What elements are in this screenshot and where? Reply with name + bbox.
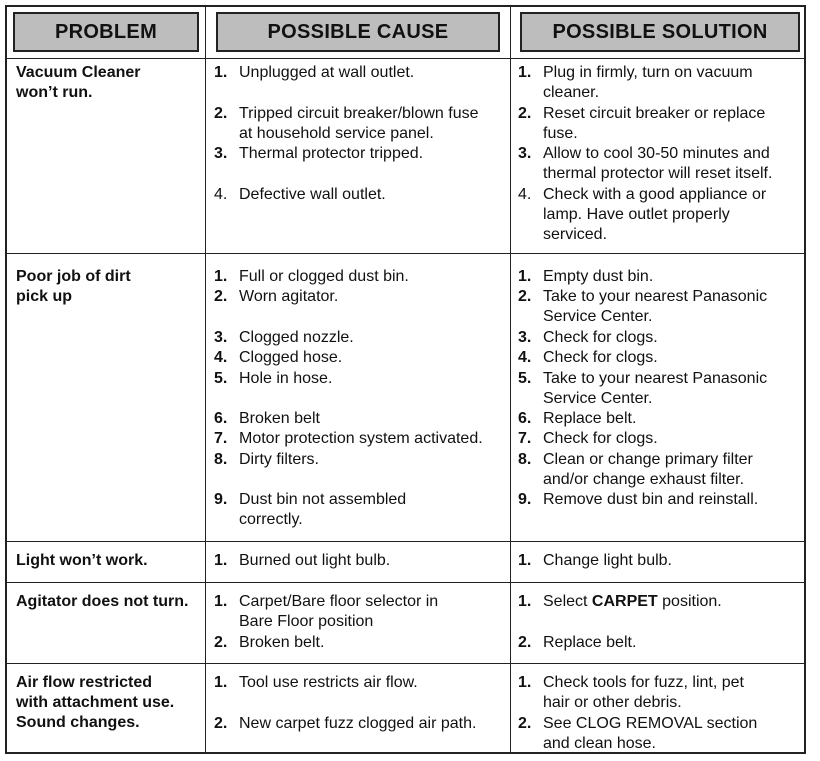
column-divider (205, 5, 206, 754)
cause-number: 2. (214, 633, 228, 651)
solution-item (518, 348, 658, 368)
row-separator (5, 663, 806, 664)
solution-text-line: Check with a good appliance or (543, 185, 767, 203)
solution-text (543, 551, 672, 571)
cause-item (214, 185, 386, 205)
solution-text-line: Take to your nearest Panasonic (543, 369, 768, 387)
solution-text-line: See CLOG REMOVAL section (543, 714, 758, 732)
cause-number: 8. (214, 450, 228, 468)
header-divider (5, 58, 806, 59)
solution-text-line: Check for clogs. (543, 349, 658, 367)
solution-number: 9. (518, 491, 532, 509)
cause-number: 1. (214, 64, 228, 81)
cause-text (239, 409, 320, 429)
cause-number: 9. (214, 491, 228, 509)
cause-text-line: Dust bin not assembled (239, 491, 407, 509)
solution-text (543, 144, 772, 184)
cause-number: 4. (214, 185, 228, 203)
cause-number: 6. (214, 410, 228, 428)
cause-text-line: Dirty filters. (239, 450, 319, 468)
cause-text-line: Motor protection system activated. (239, 430, 483, 448)
cause-text-line: New carpet fuzz clogged air path. (239, 714, 477, 732)
solution-text-line: Remove dust bin and reinstall. (543, 491, 759, 509)
solution-text-line: Allow to cool 30-50 minutes and (543, 145, 770, 163)
solution-number: 2. (518, 714, 532, 732)
problem-text-line: Vacuum Cleaner (16, 64, 141, 81)
cause-text (239, 185, 386, 205)
cause-text-line: Hole in hose. (239, 369, 333, 387)
cause-text-line: at household service panel. (239, 124, 434, 142)
cause-number: 5. (214, 369, 228, 387)
solution-item (518, 328, 658, 348)
solution-text-line: Service Center. (543, 389, 653, 407)
cause-text (239, 287, 338, 307)
solution-text (543, 287, 767, 327)
solution-number: 1. (518, 674, 532, 691)
problem-text-line: with attachment use. (16, 694, 175, 711)
cause-text (239, 714, 476, 734)
solution-number: 5. (518, 369, 532, 387)
cause-text (239, 144, 423, 164)
solution-text (543, 369, 767, 409)
cause-text-line: Thermal protector tripped. (239, 145, 424, 163)
solution-text-line: hair or other debris. (543, 694, 682, 711)
solution-text-line: Change light bulb. (543, 552, 672, 569)
solution-text (543, 409, 636, 429)
cause-number: 4. (214, 349, 228, 367)
solution-number: 1. (518, 593, 532, 610)
solution-number: 2. (518, 104, 532, 122)
solution-text (543, 673, 744, 713)
solution-item (518, 104, 765, 144)
problem-text-line: won’t run. (16, 84, 93, 101)
solution-text (543, 490, 758, 510)
problem-text-line: Air flow restricted (16, 674, 153, 691)
solution-text-line: thermal protector will reset itself. (543, 165, 773, 183)
solution-text-line: Empty dust bin. (543, 268, 654, 285)
solution-text-line: Check for clogs. (543, 430, 658, 448)
solution-text-line: and clean hose. (543, 734, 656, 752)
cause-text-line: Broken belt (239, 410, 320, 428)
problem-cell (16, 551, 201, 571)
cause-text (239, 104, 479, 144)
solution-item (518, 287, 767, 327)
solution-text-segment: position. (657, 593, 722, 610)
solution-item (518, 592, 722, 612)
cause-item (214, 287, 338, 307)
cause-item (214, 348, 342, 368)
header-possible-cause: POSSIBLE CAUSE (216, 12, 500, 52)
cause-text-line: Tripped circuit breaker/blown fuse (239, 104, 479, 122)
solution-number: 3. (518, 328, 532, 346)
solution-text-line: Clean or change primary filter (543, 450, 753, 468)
cause-item (214, 328, 354, 348)
cause-item (214, 490, 406, 530)
solution-item (518, 450, 753, 490)
solution-text (543, 633, 636, 653)
solution-text (543, 104, 765, 144)
cause-text (239, 633, 324, 653)
cause-text (239, 429, 483, 449)
problem-text-line: Agitator does not turn. (16, 593, 189, 610)
solution-item (518, 490, 758, 510)
solution-text-line: Check tools for fuzz, lint, pet (543, 674, 744, 691)
problem-cell (16, 673, 201, 733)
cause-item (214, 409, 320, 429)
cause-text-line: Unplugged at wall outlet. (239, 64, 415, 81)
solution-text-line: Plug in firmly, turn on vacuum (543, 64, 753, 81)
cause-number: 7. (214, 430, 228, 448)
solution-item (518, 185, 766, 245)
solution-text-line: fuse. (543, 124, 578, 142)
cause-text-line: Burned out light bulb. (239, 552, 391, 569)
cause-item (214, 429, 483, 449)
cause-text-line: correctly. (239, 511, 303, 529)
solution-text (543, 185, 766, 245)
cause-text (239, 673, 418, 693)
solution-text-line: and/or change exhaust filter. (543, 470, 745, 488)
header-problem: PROBLEM (13, 12, 199, 52)
solution-text-line: Service Center. (543, 308, 653, 326)
solution-item (518, 369, 767, 409)
cause-text (239, 63, 414, 83)
solution-item (518, 409, 636, 429)
problem-cell (16, 267, 201, 307)
cause-text-line: Clogged hose. (239, 349, 343, 367)
cause-number: 1. (214, 552, 228, 569)
solution-item (518, 267, 653, 287)
cause-item (214, 267, 409, 287)
solution-text-segment: Select (543, 593, 592, 610)
solution-text-line: Check for clogs. (543, 328, 658, 346)
solution-number: 4. (518, 349, 532, 367)
cause-text (239, 490, 406, 530)
solution-text-line: Take to your nearest Panasonic (543, 288, 768, 306)
solution-text-line: Reset circuit breaker or replace (543, 104, 766, 122)
problem-text-line: Poor job of dirt (16, 268, 131, 285)
problem-cell (16, 63, 201, 103)
cause-text (239, 348, 342, 368)
solution-number: 3. (518, 145, 532, 163)
cause-number: 3. (214, 145, 228, 163)
solution-item (518, 673, 744, 713)
cause-item (214, 63, 414, 83)
cause-number: 1. (214, 593, 228, 610)
cause-text-line: Carpet/Bare floor selector in (239, 593, 439, 610)
solution-number: 7. (518, 430, 532, 448)
solution-text-line: lamp. Have outlet properly (543, 205, 730, 223)
problem-text-line: Sound changes. (16, 714, 140, 731)
cause-text (239, 369, 332, 389)
solution-text-line: serviced. (543, 225, 608, 243)
solution-text (543, 714, 757, 754)
row-separator (5, 253, 806, 254)
problem-text-line: Light won’t work. (16, 552, 148, 569)
solution-number: 2. (518, 288, 532, 306)
solution-number: 8. (518, 450, 532, 468)
row-separator (5, 541, 806, 542)
cause-text (239, 267, 409, 287)
cause-number: 2. (214, 104, 228, 122)
cause-number: 2. (214, 714, 228, 732)
cause-number: 3. (214, 328, 228, 346)
cause-text-line: Bare Floor position (239, 613, 374, 630)
solution-item (518, 429, 658, 449)
cause-item (214, 714, 476, 734)
cause-item (214, 592, 438, 632)
cause-text (239, 450, 319, 470)
carpet-emphasis: CARPET (591, 593, 658, 610)
solution-item (518, 144, 772, 184)
cause-text-line: Tool use restricts air flow. (239, 674, 418, 691)
solution-item (518, 551, 672, 571)
solution-item (518, 714, 757, 754)
header-possible-solution: POSSIBLE SOLUTION (520, 12, 800, 52)
problem-text-line: pick up (16, 288, 73, 305)
solution-text (543, 429, 658, 449)
cause-number: 1. (214, 268, 228, 285)
cause-item (214, 450, 319, 470)
row-separator (5, 582, 806, 583)
cause-text-line: Clogged nozzle. (239, 328, 354, 346)
cause-text-line: Full or clogged dust bin. (239, 268, 409, 285)
solution-item (518, 633, 636, 653)
solution-number: 6. (518, 410, 532, 428)
cause-text (239, 592, 438, 632)
solution-text (543, 450, 753, 490)
solution-number: 2. (518, 633, 532, 651)
solution-item (518, 63, 753, 103)
cause-text-line: Defective wall outlet. (239, 185, 386, 203)
solution-number: 1. (518, 64, 532, 81)
cause-item (214, 104, 479, 144)
cause-item (214, 369, 332, 389)
solution-text-line: Replace belt. (543, 410, 637, 428)
solution-number: 1. (518, 268, 532, 285)
cause-item (214, 144, 423, 164)
cause-number: 1. (214, 674, 228, 691)
cause-text (239, 551, 390, 571)
cause-text-line: Worn agitator. (239, 288, 339, 306)
cause-text (239, 328, 354, 348)
cause-text-line: Broken belt. (239, 633, 325, 651)
solution-number: 4. (518, 185, 532, 203)
cause-item (214, 633, 324, 653)
solution-text (543, 267, 653, 287)
solution-number: 1. (518, 552, 532, 569)
solution-text (543, 63, 753, 103)
solution-text-line: cleaner. (543, 84, 600, 101)
cause-item (214, 673, 418, 693)
column-divider (510, 5, 511, 754)
solution-text (543, 592, 722, 612)
solution-text-line: Replace belt. (543, 633, 637, 651)
solution-text (543, 328, 658, 348)
cause-item (214, 551, 390, 571)
problem-cell (16, 592, 201, 612)
cause-number: 2. (214, 288, 228, 306)
solution-text (543, 348, 658, 368)
